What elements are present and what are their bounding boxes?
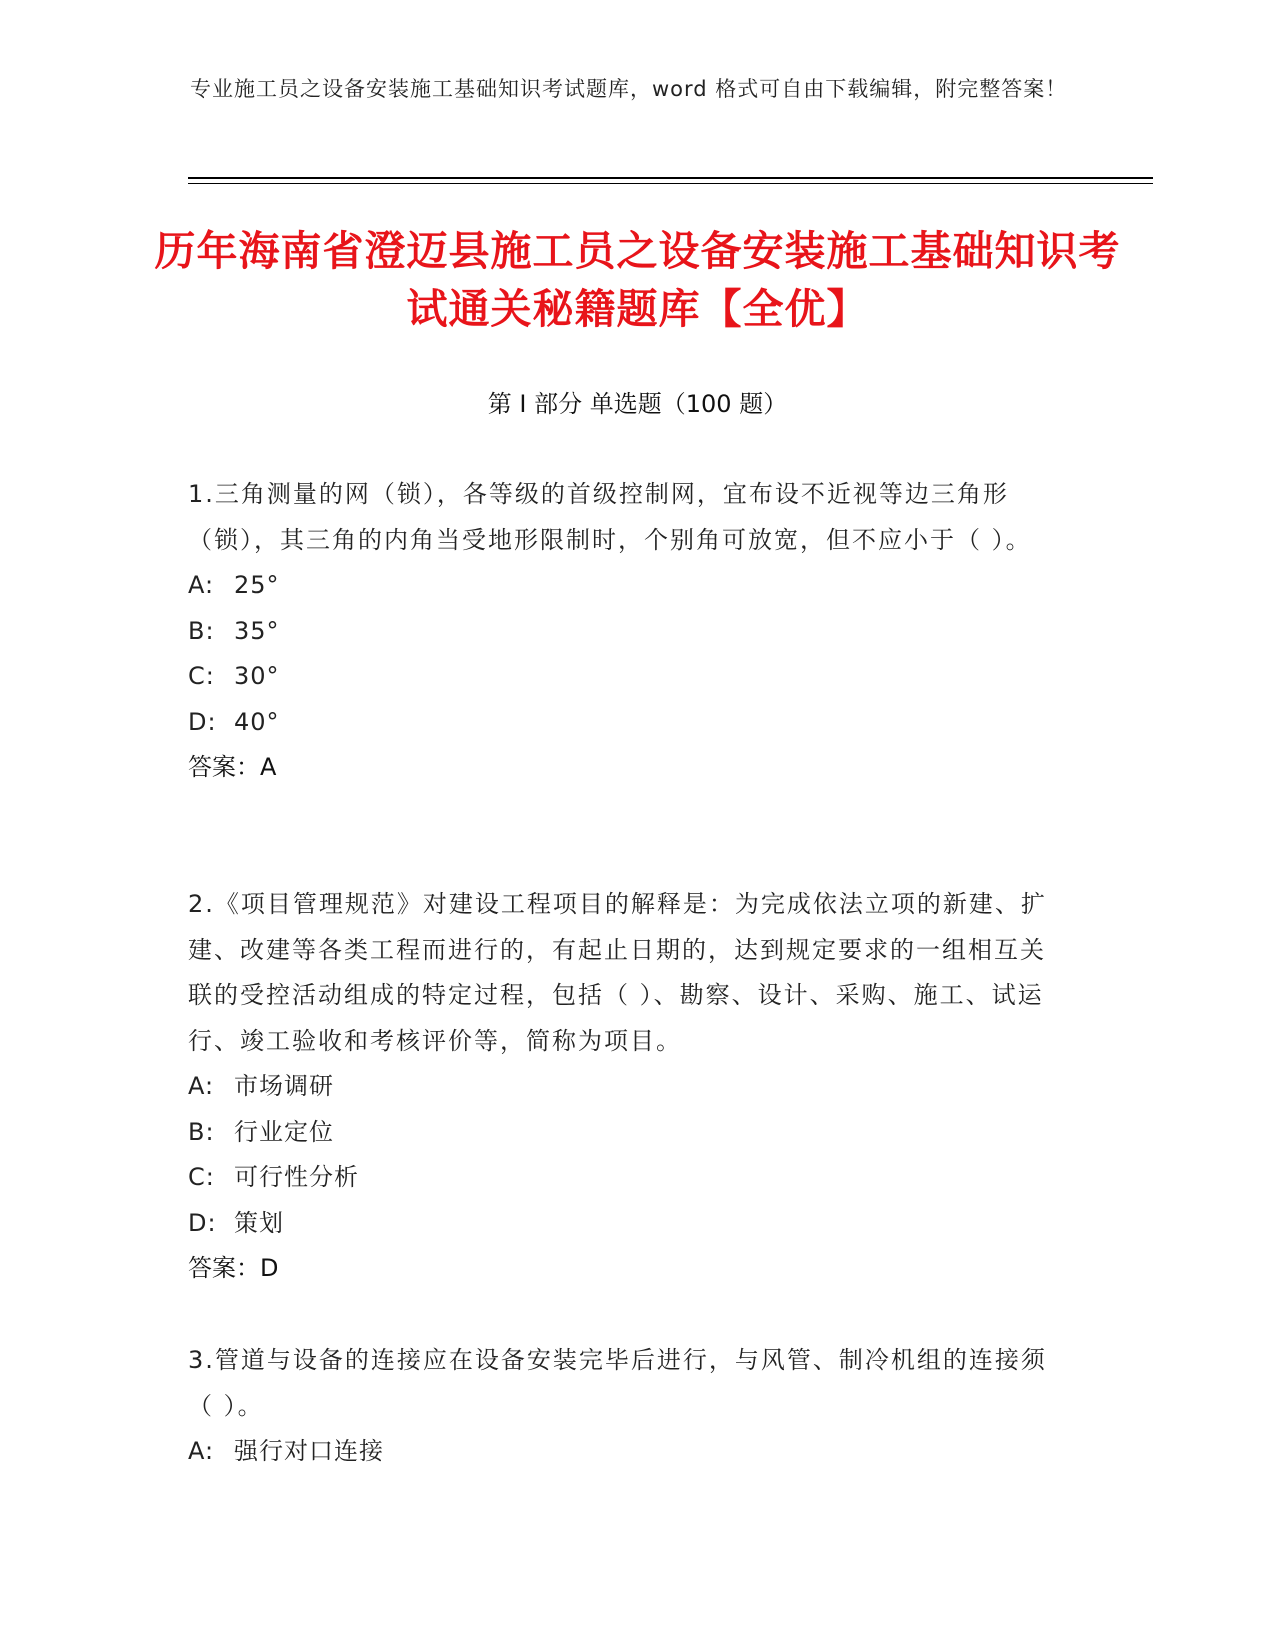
option-c xyxy=(188,1155,1068,1201)
option-a xyxy=(188,1064,1068,1110)
option-text: 市场调研 xyxy=(234,1072,334,1100)
option-text: 25° xyxy=(234,571,280,599)
option-text: 强行对口连接 xyxy=(234,1437,384,1465)
option-text: 可行性分析 xyxy=(234,1163,359,1191)
option-text: 35° xyxy=(234,616,280,645)
header-divider-thick xyxy=(188,177,1153,179)
question-stem: 2.《项目管理规范》对建设工程项目的解释是：为完成依法立项的新建、扩建、改建等各类工程而进行的，有起止日期的，达到规定要求的一组相互关联的受控活动组成的特定过程，包括（ ）、勘察、设计、采购、施工、试运行、竣工验收和考核评价等，简称为项目。 xyxy=(188,890,1047,1055)
option-letter: B: xyxy=(188,1117,215,1146)
option-text: 行业定位 xyxy=(234,1117,334,1146)
option-a xyxy=(188,563,1068,609)
question-2 xyxy=(188,882,1068,1292)
question-3 xyxy=(188,1338,1068,1475)
section-title: 第 I 部分 单选题（100 题） xyxy=(487,390,788,418)
option-b xyxy=(188,1110,1068,1156)
option-letter: A: xyxy=(188,1072,215,1100)
header-note: 专业施工员之设备安装施工基础知识考试题库，word 格式可自由下载编辑，附完整答案！ xyxy=(190,77,1068,101)
option-a xyxy=(188,1429,1068,1475)
option-letter: C: xyxy=(188,662,215,690)
document-title: 历年海南省澄迈县施工员之设备安装施工基础知识考试通关秘籍题库【全优】 xyxy=(154,227,1121,333)
question-stem: 1.三角测量的网（锁），各等级的首级控制网，宜布设不近视等边三角形（锁），其三角的内角当受地形限制时，个别角可放宽，但不应小于（ ）。 xyxy=(188,480,1032,554)
answer: 答案：A xyxy=(188,753,277,781)
option-d xyxy=(188,1201,1068,1247)
option-c xyxy=(188,654,1068,700)
question-1 xyxy=(188,472,1068,791)
option-letter: C: xyxy=(188,1163,215,1191)
header-divider-thin xyxy=(188,183,1153,184)
option-letter: D: xyxy=(188,707,217,736)
option-text: 40° xyxy=(234,707,280,736)
option-d xyxy=(188,700,1068,746)
option-b xyxy=(188,609,1068,655)
option-letter: D: xyxy=(188,1208,217,1237)
option-text: 策划 xyxy=(234,1208,284,1237)
option-text: 30° xyxy=(234,662,280,690)
option-letter: A: xyxy=(188,571,215,599)
option-letter: B: xyxy=(188,616,215,645)
question-stem: 3.管道与设备的连接应在设备安装完毕后进行，与风管、制冷机组的连接须（ ）。 xyxy=(188,1346,1047,1420)
option-letter: A: xyxy=(188,1437,215,1465)
answer: 答案：D xyxy=(188,1254,279,1282)
